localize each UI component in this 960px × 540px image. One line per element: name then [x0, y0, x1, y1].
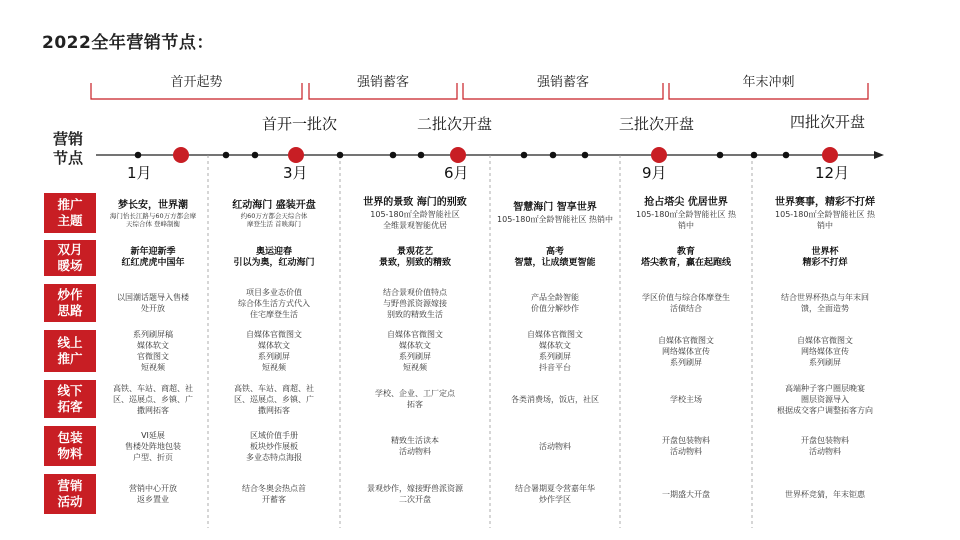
cell-line: 世界的景致 海门的别致: [363, 196, 467, 208]
cell-line: 活债结合: [670, 304, 702, 313]
month-label-dec: 12月: [815, 164, 850, 182]
table-cell: [210, 330, 338, 372]
cell-line: 学区价值与综合体摩登生: [642, 293, 730, 302]
phase-label-3: 强销蓄客: [536, 75, 589, 90]
table-cell: [342, 474, 488, 514]
table-cell: [622, 330, 750, 372]
cell-line: 各类消费场，饭店，社区: [511, 394, 599, 404]
batch-label-2: 二批次开盘: [417, 115, 493, 133]
cell-line: 结合世界杯热点与年末回: [781, 293, 869, 302]
cell-line: 学校主场: [670, 394, 702, 404]
cell-line: 开盘包装物料: [801, 436, 849, 445]
marketing-node-label: 营销 节点: [52, 130, 83, 167]
cell-line: 自媒体官微图文: [797, 335, 853, 345]
table-cell: [342, 240, 488, 276]
page-title: 2022全年营销节点：: [42, 33, 214, 53]
table-cell: [492, 240, 618, 276]
table-cell: [210, 426, 338, 466]
table-cell: [754, 474, 896, 514]
phase-label-4: 年末冲刺: [742, 75, 795, 90]
cell-line: 活动物料: [809, 447, 841, 456]
cell-line: 高铁、车站、商超、社: [234, 383, 314, 393]
cell-line: 系列刷屏稿: [133, 330, 173, 339]
cell-line: 自媒体官微图文: [527, 330, 583, 339]
cell-line: 媒体软文: [258, 341, 290, 350]
cell-subline: 天综合体 登峰制衡: [125, 219, 181, 228]
cell-line: 炒作学区: [539, 495, 571, 504]
cell-line: 一期盛大开盘: [662, 489, 710, 499]
cell-line: 抖音平台: [539, 363, 571, 372]
table-cell: [492, 380, 618, 418]
cell-line: 红红虎虎中国年: [121, 258, 185, 268]
cell-line: 产品全龄智能: [531, 293, 579, 302]
cell-line: 引以为奥，红动海门: [233, 258, 315, 268]
cell-line: 圈层资源导入: [801, 394, 849, 404]
table-cell: [100, 426, 206, 466]
cell-line: 景观炒作，嫁接野兽派资源: [367, 484, 463, 493]
cell-line: VI延展: [141, 430, 165, 440]
cell-line: 奥运迎春: [255, 247, 292, 257]
cell-line: 塔尖教育，赢在起跑线: [640, 258, 731, 268]
cell-line: 拓客: [407, 400, 423, 409]
cell-line: 区、巡展点、乡镇、广: [113, 394, 193, 404]
table-cell: [100, 284, 206, 322]
cell-line: 售楼处阵地包装: [125, 441, 181, 451]
cell-subline: 105-180㎡全龄智能社区: [370, 209, 460, 219]
cell-line: 价值分解炒作: [531, 304, 579, 313]
table-cell: [342, 380, 488, 418]
cell-line: 活动物料: [670, 447, 702, 456]
cell-subline: 全维景观智能优居: [383, 220, 447, 230]
row-header: 推广主题: [44, 193, 96, 233]
table-cell: [342, 426, 488, 466]
table-cell: [754, 284, 896, 322]
cell-line: 自媒体官微图文: [246, 330, 302, 339]
cell-line: 智慧，让成绩更智能: [514, 258, 596, 268]
phase-label-1: 首开起势: [170, 75, 223, 90]
cell-subline: 105-180㎡全龄智能社区 热: [775, 209, 875, 219]
batch-label-1: 首开一批次: [262, 115, 338, 133]
cell-line: 媒体软文: [399, 341, 431, 350]
cell-line: 自媒体官微图文: [387, 330, 443, 339]
cell-line: 教育: [676, 247, 695, 257]
table-cell: [754, 240, 896, 276]
row-header: 线下拓客: [44, 380, 96, 418]
table-cell: [210, 240, 338, 276]
cell-line: 系列刷屏: [809, 357, 841, 367]
cell-line: 高考: [545, 247, 564, 257]
cell-line: 自媒体官微图文: [658, 335, 714, 345]
cell-line: 世界赛事，精彩不打烊: [775, 196, 875, 208]
cell-line: 系列刷屏: [258, 352, 290, 361]
cell-line: 板块炒作展板: [250, 441, 298, 451]
cell-line: 以国潮话题导入售楼: [117, 293, 189, 302]
row-header: 包装物料: [44, 426, 96, 466]
cell-line: 项目多业态价值: [246, 287, 302, 297]
month-label-jan: 1月: [127, 164, 152, 182]
row-header: 线上推广: [44, 330, 96, 372]
cell-line: 营销中心开放: [129, 484, 177, 493]
cell-line: 学校、企业、工厂定点: [375, 389, 455, 398]
table-cell: [622, 426, 750, 466]
table-cell: [342, 193, 488, 233]
cell-line: 抢占塔尖 优居世界: [644, 196, 728, 208]
cell-subline: 105-180㎡全龄智能社区 热销中: [497, 215, 613, 224]
month-label-jun: 6月: [444, 164, 469, 182]
row-header: 双月暖场: [44, 240, 96, 276]
table-cell: [492, 330, 618, 372]
cell-line: 高端种子客户圈层晚宴: [785, 383, 865, 393]
cell-line: 结合景观价值特点: [383, 287, 447, 297]
cell-line: 开蓄客: [262, 495, 286, 504]
table-cell: [622, 474, 750, 514]
table-cell: [100, 240, 206, 276]
cell-line: 精彩不打烊: [802, 258, 848, 268]
cell-line: 别致的精致生活: [387, 309, 443, 319]
cell-line: 活动物料: [399, 447, 431, 456]
table-cell: [100, 380, 206, 418]
cell-line: 返乡置业: [137, 495, 169, 504]
cell-line: 综合体生活方式代入: [238, 298, 310, 308]
cell-line: 网络媒体宣传: [801, 346, 849, 356]
batch-label-4: 四批次开盘: [790, 113, 866, 131]
cell-line: 处开放: [141, 304, 165, 313]
cell-line: 系列刷屏: [539, 352, 571, 361]
table-cell: [100, 474, 206, 514]
row-header: 营销活动: [44, 474, 96, 514]
cell-subline: 105-180㎡全龄智能社区 热: [636, 209, 736, 219]
cell-subline: 摩登生活 首映海门: [246, 219, 302, 228]
table-cell: [210, 380, 338, 418]
timeline-arrow-icon: [874, 151, 884, 159]
phase-label-2: 强销蓄客: [356, 75, 409, 90]
cell-line: 智慧海门 智享世界: [513, 202, 597, 213]
cell-line: 户型、折页: [133, 452, 173, 462]
table-cell: [622, 240, 750, 276]
cell-subline: 销中: [678, 220, 694, 230]
table-cell: [622, 380, 750, 418]
cell-line: 根据成交客户调整拓客方向: [777, 405, 873, 415]
cell-line: 与野兽派资源嫁接: [383, 298, 447, 308]
table-cell: [210, 193, 338, 233]
table-cell: [100, 330, 206, 372]
cell-line: 结合冬奥会热点首: [242, 484, 306, 493]
cell-line: 世界杯: [811, 247, 839, 257]
cell-line: 红动海门 盛装开盘: [232, 199, 316, 211]
cell-line: 区、巡展点、乡镇、广: [234, 394, 314, 404]
cell-line: 高铁、车站、商超、社: [113, 383, 193, 393]
cell-line: 景观花艺: [396, 247, 433, 257]
cell-line: 景致，别致的精致: [378, 258, 451, 268]
table-cell: [342, 330, 488, 372]
cell-line: 撒网拓客: [258, 405, 290, 415]
cell-line: 精致生活读本: [391, 436, 439, 445]
cell-subline: 销中: [817, 220, 833, 230]
cell-subline: 约60万方都会天综合体: [240, 211, 308, 220]
cell-line: 系列刷屏: [670, 357, 702, 367]
cell-line: 多业态特点海报: [246, 452, 302, 462]
table-cell: [342, 284, 488, 322]
month-label-mar: 3月: [283, 164, 308, 182]
table-cell: [754, 380, 896, 418]
cell-line: 世界杯竞猜，年末钜惠: [785, 489, 865, 499]
cell-line: 新年迎新季: [130, 247, 176, 257]
cell-line: 活动物料: [539, 441, 571, 451]
cell-line: 短视频: [403, 363, 427, 372]
cell-line: 区域价值手册: [250, 430, 298, 440]
cell-line: 结合暑期夏令营嘉年华: [515, 484, 595, 493]
month-label-sep: 9月: [642, 164, 667, 182]
cell-line: 二次开盘: [399, 495, 431, 504]
cell-line: 撒网拓客: [137, 405, 169, 415]
table-cell: [622, 284, 750, 322]
table-cell: [492, 284, 618, 322]
cell-line: 住宅摩登生活: [250, 309, 298, 319]
cell-line: 短视频: [141, 363, 165, 372]
cell-line: 馈，全面造势: [801, 304, 849, 313]
cell-line: 系列刷屏: [399, 352, 431, 361]
cell-line: 官微图文: [137, 352, 169, 361]
cell-line: 网络媒体宣传: [662, 346, 710, 356]
table-cell: [492, 426, 618, 466]
table-cell: [622, 193, 750, 233]
table-cell: [492, 193, 618, 233]
cell-line: 媒体软文: [539, 341, 571, 350]
table-cell: [100, 193, 206, 233]
cell-line: 开盘包装物料: [662, 436, 710, 445]
cell-line: 媒体软文: [137, 341, 169, 350]
table-cell: [754, 426, 896, 466]
cell-line: 短视频: [262, 363, 286, 372]
cell-line: 梦长安，世界潮: [118, 199, 188, 211]
table-cell: [492, 474, 618, 514]
table-cell: [210, 284, 338, 322]
row-header: 炒作思路: [44, 284, 96, 322]
batch-label-3: 三批次开盘: [619, 115, 695, 133]
table-cell: [210, 474, 338, 514]
table-cell: [754, 193, 896, 233]
table-cell: [754, 330, 896, 372]
cell-subline: 海门怡长江路与60万方都会摩: [109, 211, 197, 220]
